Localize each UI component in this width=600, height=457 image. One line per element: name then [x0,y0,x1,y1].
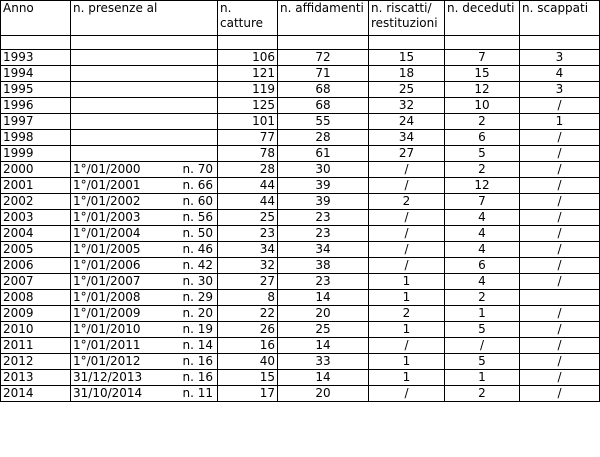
cell-catture: 40 [218,354,278,370]
cell-presenze-count: n. 30 [182,274,213,288]
cell-deceduti: 12 [445,178,520,194]
cell-presenze [71,114,218,130]
cell-anno: 1995 [1,82,71,98]
cell-presenze [71,338,218,354]
cell-deceduti: 1 [445,370,520,386]
cell-presenze-date: 1°/01/2010 [73,322,141,336]
header-row [1,1,600,36]
cell-catture: 77 [218,130,278,146]
cell-deceduti: 5 [445,146,520,162]
cell-anno: 2003 [1,210,71,226]
table-row [1,66,600,82]
table-row [1,98,600,114]
cell-presenze-date: 1°/01/2000 [73,162,141,176]
table-row [1,146,600,162]
cell-affidamenti: 55 [278,114,369,130]
cell-presenze-count: n. 29 [182,290,213,304]
cell-riscatti: 15 [369,50,445,66]
table-row [1,82,600,98]
cell-presenze-date: 1°/01/2002 [73,194,141,208]
cell-riscatti: 2 [369,306,445,322]
cell-riscatti: / [369,210,445,226]
blank-cell [218,36,278,50]
cell-scappati: / [520,258,600,274]
table-row [1,274,600,290]
table-row [1,386,600,402]
cell-riscatti: 1 [369,322,445,338]
cell-presenze-date: 1°/01/2003 [73,210,141,224]
table-row [1,338,600,354]
blank-cell [445,36,520,50]
cell-deceduti: 6 [445,258,520,274]
cell-scappati: / [520,370,600,386]
cell-anno: 2010 [1,322,71,338]
cell-scappati: / [520,386,600,402]
header-deceduti: n. deceduti [445,1,520,36]
cell-anno: 1994 [1,66,71,82]
cell-riscatti: 18 [369,66,445,82]
cell-presenze [71,210,218,226]
cell-scappati: / [520,130,600,146]
cell-scappati: 3 [520,82,600,98]
table-row [1,114,600,130]
header-catture: n. catture [218,1,278,36]
cell-scappati: / [520,338,600,354]
cell-affidamenti: 14 [278,290,369,306]
cell-presenze [71,82,218,98]
cell-presenze [71,370,218,386]
cell-affidamenti: 34 [278,242,369,258]
cell-affidamenti: 38 [278,258,369,274]
cell-presenze [71,162,218,178]
cell-anno: 2013 [1,370,71,386]
cell-presenze-count: n. 19 [182,322,213,336]
cell-scappati: / [520,354,600,370]
cell-catture: 34 [218,242,278,258]
cell-scappati: / [520,274,600,290]
cell-presenze-count: n. 50 [182,226,213,240]
cell-catture: 17 [218,386,278,402]
cell-riscatti: 1 [369,354,445,370]
cell-presenze [71,274,218,290]
table-row [1,50,600,66]
cell-affidamenti: 14 [278,370,369,386]
cell-affidamenti: 23 [278,210,369,226]
blank-cell [369,36,445,50]
table-row [1,306,600,322]
table-row [1,290,600,306]
cell-affidamenti: 28 [278,130,369,146]
cell-presenze-count: n. 66 [182,178,213,192]
cell-affidamenti: 39 [278,194,369,210]
blank-cell [520,36,600,50]
cell-deceduti: 2 [445,162,520,178]
header-affidamenti: n. affidamenti [278,1,369,36]
cell-scappati: 4 [520,66,600,82]
cell-riscatti: 24 [369,114,445,130]
cell-catture: 16 [218,338,278,354]
cell-presenze [71,242,218,258]
cell-riscatti: / [369,258,445,274]
cell-scappati: / [520,306,600,322]
cell-scappati: / [520,242,600,258]
cell-anno: 1997 [1,114,71,130]
cell-affidamenti: 71 [278,66,369,82]
cell-riscatti: / [369,226,445,242]
cell-scappati: / [520,178,600,194]
cell-riscatti: / [369,242,445,258]
cell-affidamenti: 20 [278,306,369,322]
cell-presenze-count: n. 16 [182,370,213,384]
cell-presenze-date: 1°/01/2011 [73,338,141,352]
cell-anno: 1996 [1,98,71,114]
cell-affidamenti: 39 [278,178,369,194]
cell-presenze-count: n. 46 [182,242,213,256]
cell-catture: 78 [218,146,278,162]
cell-deceduti: 2 [445,114,520,130]
table-row [1,210,600,226]
cell-affidamenti: 30 [278,162,369,178]
cell-presenze-count: n. 42 [182,258,213,272]
cell-anno: 1999 [1,146,71,162]
cell-catture: 15 [218,370,278,386]
table-row [1,162,600,178]
cell-scappati: 1 [520,114,600,130]
cell-affidamenti: 14 [278,338,369,354]
cell-anno: 2011 [1,338,71,354]
table-row [1,322,600,338]
cell-scappati: / [520,194,600,210]
cell-riscatti: 25 [369,82,445,98]
table-row [1,370,600,386]
header-scappati: n. scappati [520,1,600,36]
cell-deceduti: 7 [445,50,520,66]
cell-deceduti: 5 [445,354,520,370]
cell-deceduti: 4 [445,274,520,290]
blank-cell [278,36,369,50]
cell-anno: 2006 [1,258,71,274]
cell-presenze-count: n. 70 [182,162,213,176]
cell-presenze-count: n. 14 [182,338,213,352]
cell-catture: 28 [218,162,278,178]
cell-anno: 2012 [1,354,71,370]
cell-presenze-date: 1°/01/2008 [73,290,141,304]
cell-affidamenti: 33 [278,354,369,370]
cell-riscatti: 32 [369,98,445,114]
table-row [1,194,600,210]
cell-scappati: / [520,146,600,162]
cell-presenze-count: n. 16 [182,354,213,368]
cell-affidamenti: 25 [278,322,369,338]
cell-deceduti: 12 [445,82,520,98]
blank-row [1,36,600,50]
cell-presenze-date: 1°/01/2001 [73,178,141,192]
cell-affidamenti: 23 [278,274,369,290]
cell-scappati [520,290,600,306]
cell-scappati: / [520,322,600,338]
cell-affidamenti: 23 [278,226,369,242]
cell-anno: 2014 [1,386,71,402]
header-anno: Anno [1,1,71,36]
cell-catture: 121 [218,66,278,82]
cell-presenze-date: 1°/01/2005 [73,242,141,256]
cell-presenze [71,50,218,66]
cell-catture: 23 [218,226,278,242]
cell-deceduti: 15 [445,66,520,82]
cell-catture: 22 [218,306,278,322]
cell-riscatti: / [369,178,445,194]
cell-deceduti: 4 [445,210,520,226]
cell-catture: 106 [218,50,278,66]
cell-deceduti: 7 [445,194,520,210]
cell-catture: 27 [218,274,278,290]
cell-presenze-date: 1°/01/2004 [73,226,141,240]
cell-presenze-date: 1°/01/2007 [73,274,141,288]
cell-scappati: 3 [520,50,600,66]
cell-deceduti: 6 [445,130,520,146]
cell-riscatti: 1 [369,274,445,290]
cell-anno: 2009 [1,306,71,322]
cell-presenze-date: 1°/01/2012 [73,354,141,368]
cell-presenze [71,146,218,162]
cell-presenze [71,322,218,338]
cell-presenze-count: n. 11 [182,386,213,400]
cell-catture: 44 [218,178,278,194]
cell-anno: 2005 [1,242,71,258]
cell-deceduti: / [445,338,520,354]
cell-deceduti: 1 [445,306,520,322]
cell-riscatti: / [369,162,445,178]
cell-presenze [71,354,218,370]
cell-catture: 8 [218,290,278,306]
cell-catture: 25 [218,210,278,226]
cell-deceduti: 10 [445,98,520,114]
cell-presenze [71,306,218,322]
cell-presenze [71,194,218,210]
cell-affidamenti: 68 [278,98,369,114]
blank-cell [71,36,218,50]
cell-deceduti: 5 [445,322,520,338]
cell-deceduti: 2 [445,290,520,306]
header-presenze: n. presenze al [71,1,218,36]
cell-riscatti: 27 [369,146,445,162]
cell-catture: 26 [218,322,278,338]
cell-presenze-date: 31/12/2013 [73,370,143,384]
cell-presenze [71,98,218,114]
cell-presenze [71,178,218,194]
cell-anno: 2002 [1,194,71,210]
cell-catture: 44 [218,194,278,210]
cell-riscatti: / [369,386,445,402]
cell-anno: 2004 [1,226,71,242]
table-row [1,258,600,274]
cell-riscatti: 1 [369,290,445,306]
cell-riscatti: 1 [369,370,445,386]
cell-anno: 2008 [1,290,71,306]
cell-presenze-date: 1°/01/2006 [73,258,141,272]
cell-anno: 2007 [1,274,71,290]
cell-affidamenti: 61 [278,146,369,162]
table-row [1,354,600,370]
cell-presenze [71,290,218,306]
cell-affidamenti: 20 [278,386,369,402]
cell-riscatti: / [369,338,445,354]
cell-catture: 101 [218,114,278,130]
cell-affidamenti: 72 [278,50,369,66]
cell-presenze-date: 31/10/2014 [73,386,143,400]
cell-scappati: / [520,226,600,242]
cell-presenze-count: n. 20 [182,306,213,320]
cell-anno: 2000 [1,162,71,178]
cell-scappati: / [520,98,600,114]
table-row [1,242,600,258]
cell-catture: 32 [218,258,278,274]
cell-presenze [71,130,218,146]
table-row [1,130,600,146]
cell-presenze [71,226,218,242]
cell-anno: 1993 [1,50,71,66]
cell-presenze-date: 1°/01/2009 [73,306,141,320]
cell-riscatti: 34 [369,130,445,146]
cell-affidamenti: 68 [278,82,369,98]
cell-presenze-count: n. 56 [182,210,213,224]
cell-riscatti: 2 [369,194,445,210]
header-riscatti: n. riscatti/ restituzioni [369,1,445,36]
table-row [1,178,600,194]
cell-presenze [71,258,218,274]
cell-presenze [71,66,218,82]
cell-catture: 125 [218,98,278,114]
cell-anno: 1998 [1,130,71,146]
cell-scappati: / [520,210,600,226]
cell-deceduti: 2 [445,386,520,402]
cell-presenze [71,386,218,402]
table-row [1,226,600,242]
cell-scappati: / [520,162,600,178]
cell-deceduti: 4 [445,226,520,242]
cell-deceduti: 4 [445,242,520,258]
cell-catture: 119 [218,82,278,98]
blank-cell [1,36,71,50]
cell-presenze-count: n. 60 [182,194,213,208]
cell-anno: 2001 [1,178,71,194]
